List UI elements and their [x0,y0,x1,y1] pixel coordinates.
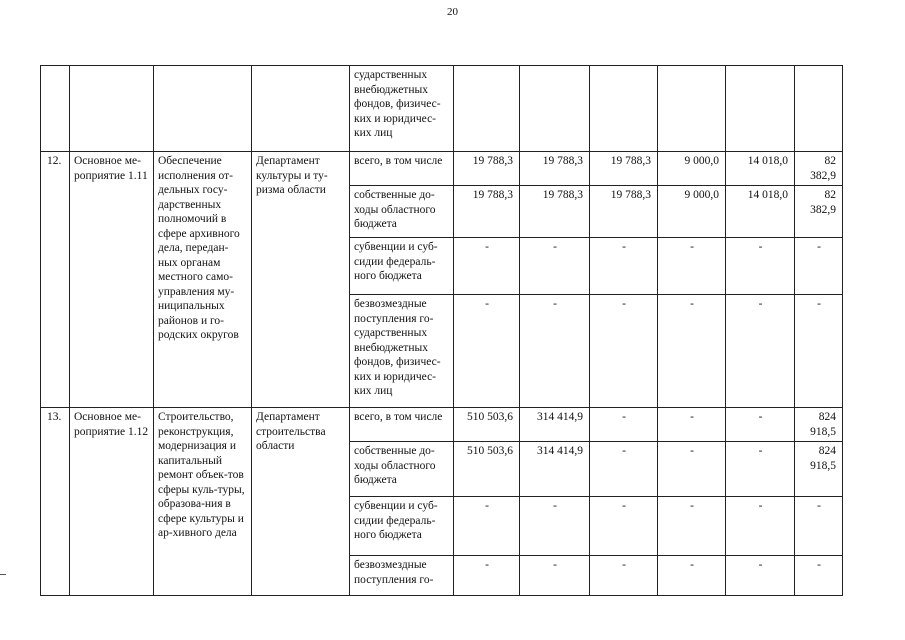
activity-name: Основное ме-роприятие 1.11 [70,152,154,408]
value-cell: 19 788,3 [454,152,520,186]
value-cell: - [658,238,726,295]
value-cell: - [590,295,658,408]
cell-empty [454,66,520,152]
activity-description: Строительство, реконструкция, модернизация и капитальный ремонт объек-тов сферы куль-туры, образова-ния в сфере культуры и ар-хивного дела [154,408,252,596]
value-cell: - [658,497,726,556]
cell-empty [154,66,252,152]
value-cell: - [520,238,590,295]
source-label: субвенции и суб-сидии федераль-ного бюджета [350,238,454,295]
value-cell: 19 788,3 [520,186,590,238]
value-cell: - [726,497,795,556]
source-label: безвозмездные поступления го- [350,556,454,596]
table-body [41,66,843,596]
scan-edge-mark [0,574,6,575]
table-row [41,152,843,186]
value-cell: 824 918,5 [795,442,843,497]
value-cell: 14 018,0 [726,186,795,238]
value-cell: - [795,556,843,596]
executor-name: Департамент строительства области [252,408,350,596]
cell-empty [726,66,795,152]
value-cell: - [520,295,590,408]
cell-empty [590,66,658,152]
value-cell: - [590,556,658,596]
executor-name: Департамент культуры и ту-ризма области [252,152,350,408]
value-cell: - [658,556,726,596]
value-cell: 510 503,6 [454,408,520,442]
value-cell: - [520,556,590,596]
value-cell: 314 414,9 [520,442,590,497]
value-cell: - [590,442,658,497]
value-cell: - [795,238,843,295]
value-cell: - [590,408,658,442]
value-cell: - [726,442,795,497]
source-label: всего, в том числе [350,152,454,186]
value-cell: - [658,295,726,408]
cell-empty [795,66,843,152]
cell-empty [41,66,70,152]
value-cell: - [590,238,658,295]
activity-description: Обеспечение исполнения от-дельных госу-дарственных полномочий в сфере архивного дела, передан-ных органам местного само-управления му-ниципальных районов и го-родских округов [154,152,252,408]
source-label: всего, в том числе [350,408,454,442]
value-cell: - [590,497,658,556]
value-cell: - [726,238,795,295]
value-cell: 314 414,9 [520,408,590,442]
value-cell: - [658,408,726,442]
value-cell: 9 000,0 [658,152,726,186]
cell-empty [70,66,154,152]
value-cell: 824 918,5 [795,408,843,442]
budget-table [40,65,843,596]
cell-empty [658,66,726,152]
activity-name: Основное ме-роприятие 1.12 [70,408,154,596]
value-cell: - [795,295,843,408]
value-cell: 19 788,3 [454,186,520,238]
row-index: 12. [41,152,70,408]
source-label: собственные до-ходы областного бюджета [350,186,454,238]
value-cell: - [726,408,795,442]
value-cell: - [454,238,520,295]
source-label: субвенции и суб-сидии федераль-ного бюджета [350,497,454,556]
value-cell: - [726,295,795,408]
row-index: 13. [41,408,70,596]
value-cell: 19 788,3 [590,186,658,238]
value-cell: - [454,295,520,408]
continuation-row [41,66,843,152]
source-label: сударственных внебюджетных фондов, физичес-ких и юридичес-ких лиц [350,66,454,152]
value-cell: 82 382,9 [795,152,843,186]
cell-empty [520,66,590,152]
value-cell: - [454,556,520,596]
value-cell: 9 000,0 [658,186,726,238]
value-cell: 82 382,9 [795,186,843,238]
value-cell: 14 018,0 [726,152,795,186]
value-cell: - [520,497,590,556]
source-label: безвозмездные поступления го-сударственных внебюджетных фондов, физичес-ких и юридичес-ких лиц [350,295,454,408]
value-cell: 510 503,6 [454,442,520,497]
value-cell: - [795,497,843,556]
table-row [41,408,843,442]
value-cell: - [658,442,726,497]
cell-empty [252,66,350,152]
source-label: собственные до-ходы областного бюджета [350,442,454,497]
value-cell: 19 788,3 [520,152,590,186]
value-cell: 19 788,3 [590,152,658,186]
value-cell: - [726,556,795,596]
page-number: 20 [447,6,458,18]
value-cell: - [454,497,520,556]
